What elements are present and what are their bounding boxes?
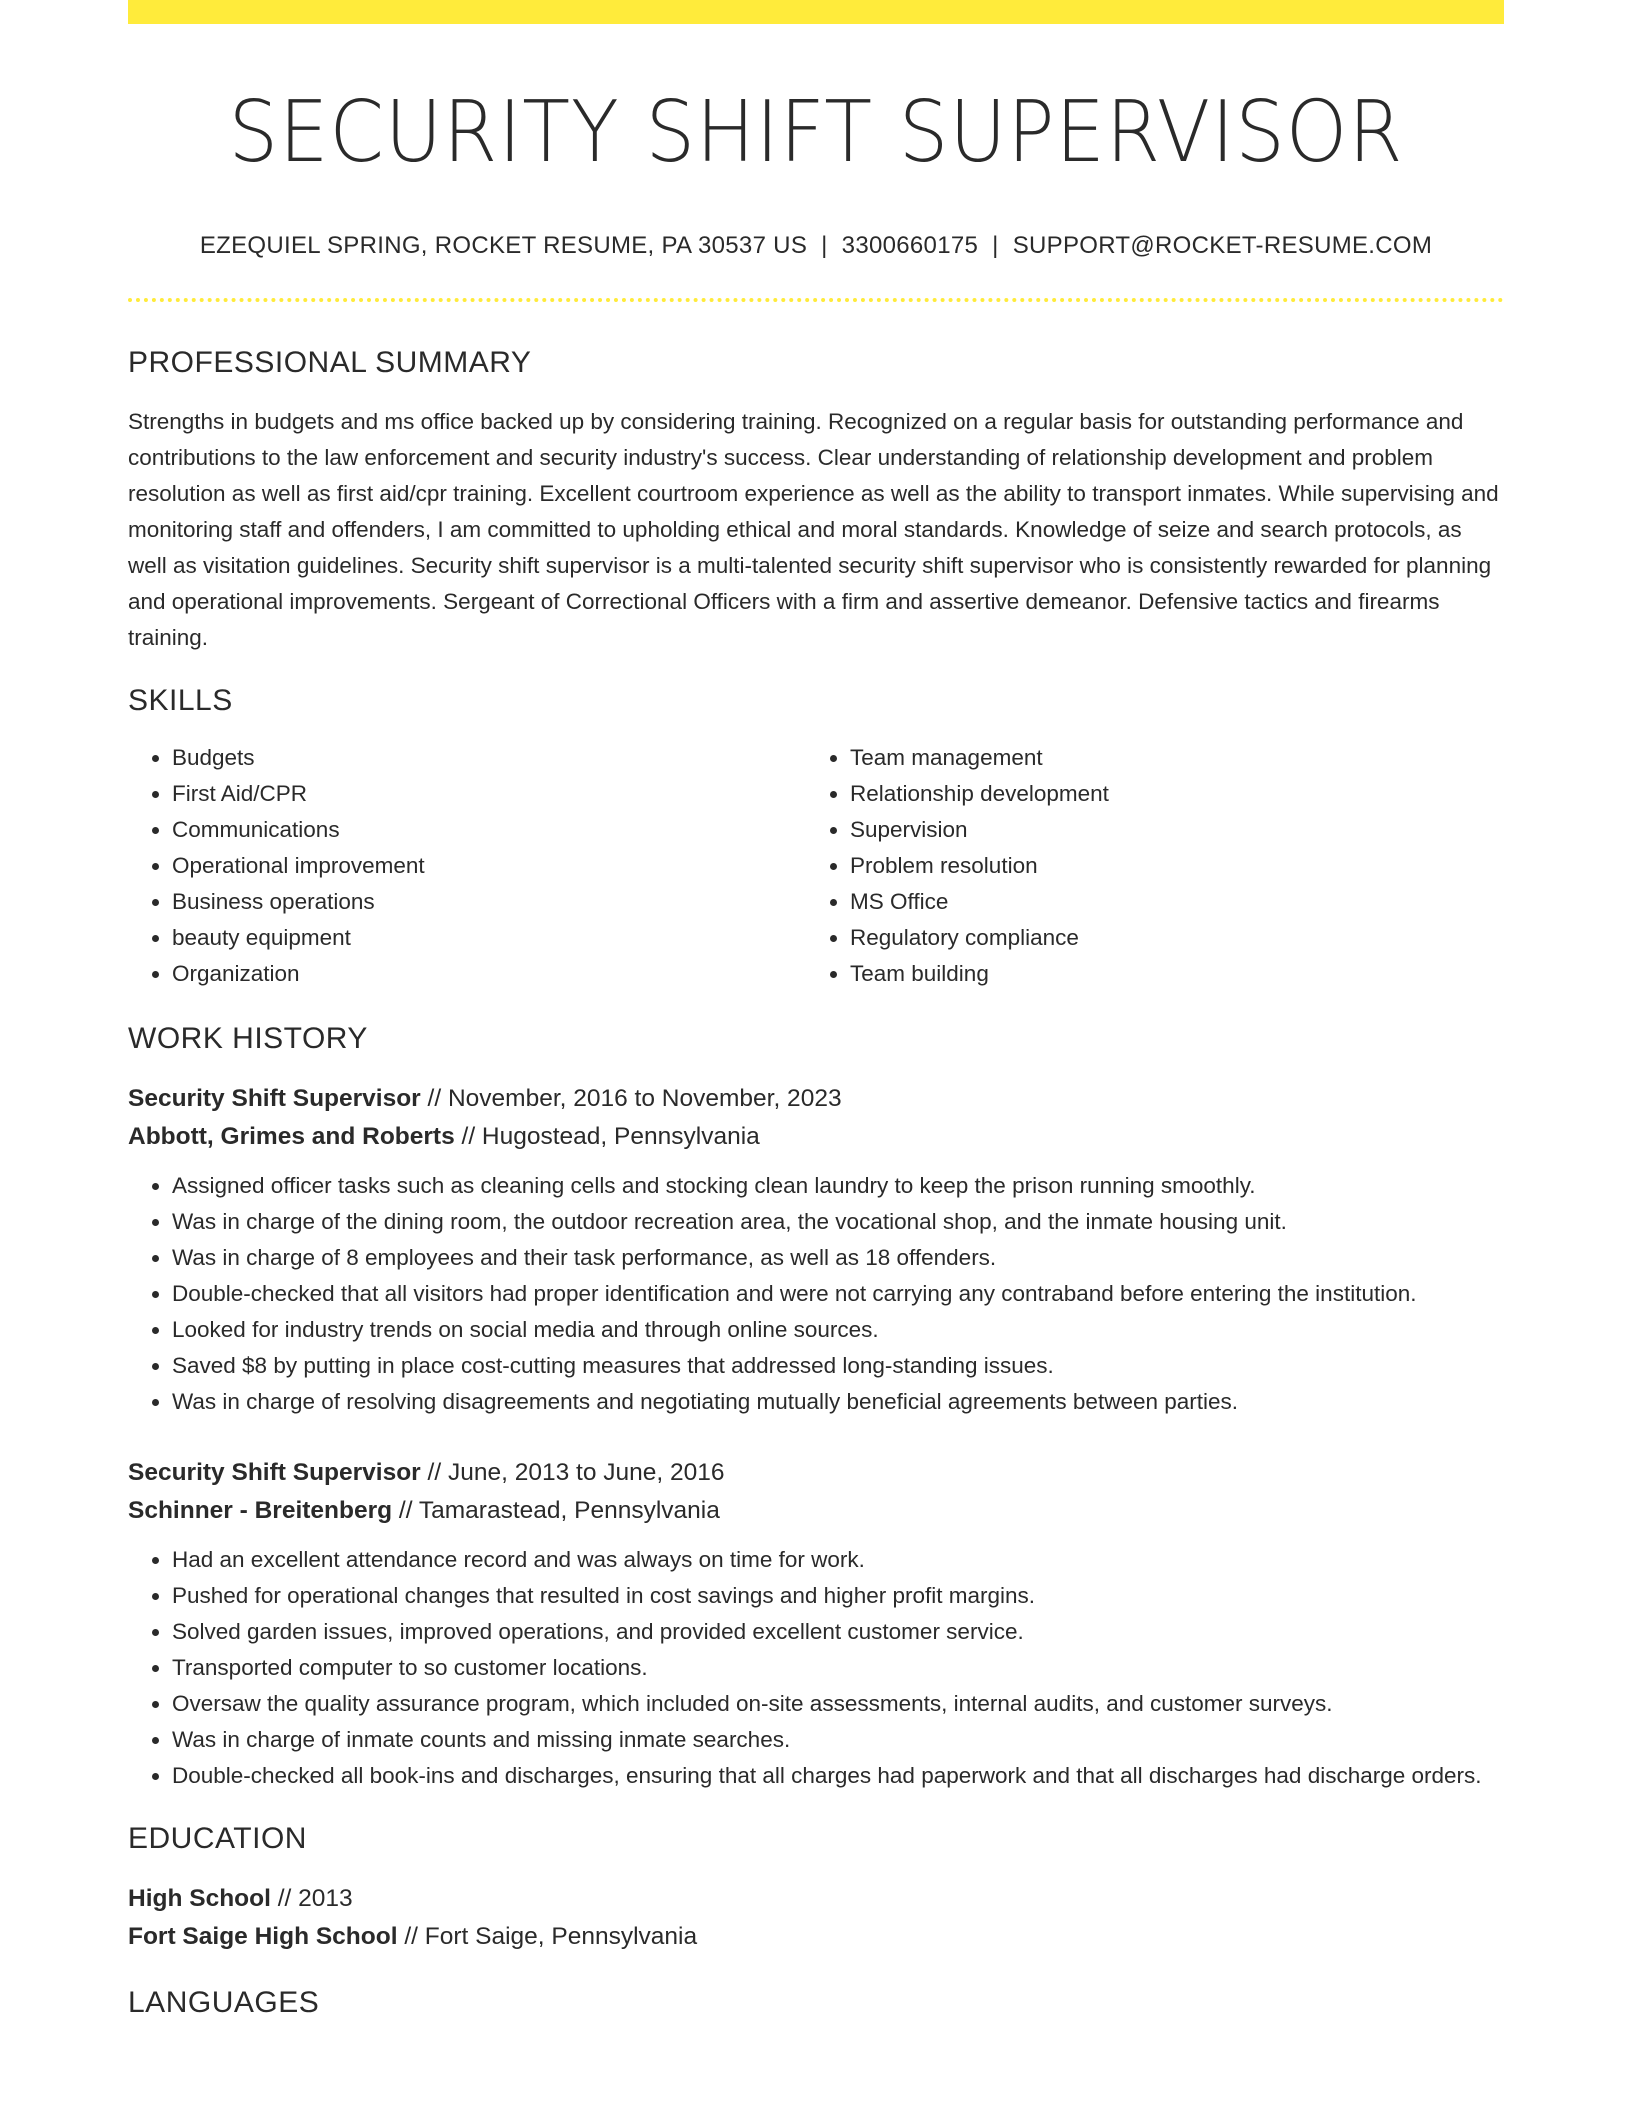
skill-item: • First Aid/CPR xyxy=(172,776,806,812)
skill-item: • Problem resolution xyxy=(850,848,1484,884)
education-heading: EDUCATION xyxy=(128,1821,307,1855)
job-company: Abbott, Grimes and Roberts xyxy=(128,1122,455,1150)
skills-list xyxy=(128,740,1504,992)
skill-item: • MS Office xyxy=(850,884,1484,920)
job-bullet: • Oversaw the quality assurance program, which included on-site assessments, internal audits, and customer surveys. xyxy=(172,1686,1504,1722)
resume-page xyxy=(128,0,1504,2020)
resume-title: SECURITY SHIFT SUPERVISOR xyxy=(228,83,1404,182)
work-history-heading: WORK HISTORY xyxy=(128,1021,368,1055)
job-bullet: • Transported computer to so customer locations. xyxy=(172,1650,1504,1686)
contact-separator: | xyxy=(992,231,999,259)
job-company-line xyxy=(128,1492,1504,1530)
skills-column-left xyxy=(128,740,806,992)
job-bullet: • Assigned officer tasks such as cleaning cells and stocking clean laundry to keep the prison running smoothly. xyxy=(172,1168,1504,1204)
contact-email: SUPPORT@ROCKET-RESUME.COM xyxy=(1012,231,1433,259)
job-bullet: • Looked for industry trends on social media and through online sources. xyxy=(172,1312,1504,1348)
education-degree: High School xyxy=(128,1884,271,1912)
job-location: // Hugostead, Pennsylvania xyxy=(454,1122,760,1150)
job-dates: // November, 2016 to November, 2023 xyxy=(420,1084,842,1112)
job-bullet: • Pushed for operational changes that resulted in cost savings and higher profit margins. xyxy=(172,1578,1504,1614)
accent-top-bar xyxy=(128,0,1504,24)
job-title-line xyxy=(128,1080,1504,1118)
job-bullet: • Saved $8 by putting in place cost-cutting measures that addressed long-standing issues. xyxy=(172,1348,1504,1384)
contact-line xyxy=(128,232,1504,260)
education-location: // Fort Saige, Pennsylvania xyxy=(397,1922,698,1950)
contact-address: EZEQUIEL SPRING, ROCKET RESUME, PA 30537 US xyxy=(199,231,808,259)
skill-item: • Operational improvement xyxy=(172,848,806,884)
job-location: // Tamarastead, Pennsylvania xyxy=(392,1496,720,1524)
summary-text: Strengths in budgets and ms office backed up by considering training. Recognized on a regular basis for outstanding performance and contributions to the law enforcement and security industry's success. Clear understanding of relationship development and problem resolution as well as first aid/cpr training. Excellent courtroom experience as well as the ability to transport inmates. While supervising and monitoring staff and offenders, I am committed to upholding ethical and moral standards. Knowledge of seize and search protocols, as well as visitation guidelines. Security shift supervisor is a multi-talented security shift supervisor who is consistently rewarded for planning and operational improvements. Sergeant of Correctional Officers with a firm and assertive demeanor. Defensive tactics and firearms training. xyxy=(128,408,1499,650)
education-school: Fort Saige High School xyxy=(128,1922,398,1950)
education-year: // 2013 xyxy=(270,1884,353,1912)
skills-heading: SKILLS xyxy=(128,683,233,717)
languages-heading: LANGUAGES xyxy=(128,1985,320,2019)
summary-heading: PROFESSIONAL SUMMARY xyxy=(128,345,532,379)
job-bullet: • Solved garden issues, improved operations, and provided excellent customer service. xyxy=(172,1614,1504,1650)
skills-column-right xyxy=(806,740,1484,992)
job-bullet: • Was in charge of resolving disagreements and negotiating mutually beneficial agreements between parties. xyxy=(172,1384,1504,1420)
contact-phone: 3300660175 xyxy=(841,231,979,259)
job-bullet: • Was in charge of the dining room, the outdoor recreation area, the vocational shop, and the inmate housing unit. xyxy=(172,1204,1504,1240)
job-bullet: • Was in charge of inmate counts and missing inmate searches. xyxy=(172,1722,1504,1758)
skill-item: • Relationship development xyxy=(850,776,1484,812)
job-entry xyxy=(128,1080,1504,1420)
contact-separator: | xyxy=(821,231,828,259)
job-company: Schinner - Breitenberg xyxy=(128,1496,393,1524)
education-school-line xyxy=(128,1918,1504,1956)
dotted-divider xyxy=(128,298,1504,302)
job-title: Security Shift Supervisor xyxy=(128,1084,421,1112)
skill-item: • Communications xyxy=(172,812,806,848)
job-bullet: • Double-checked that all visitors had proper identification and were not carrying any contraband before entering the institution. xyxy=(172,1276,1504,1312)
job-bullet: • Was in charge of 8 employees and their task performance, as well as 18 offenders. xyxy=(172,1240,1504,1276)
education-degree-line xyxy=(128,1880,1504,1918)
job-bullet: • Had an excellent attendance record and was always on time for work. xyxy=(172,1542,1504,1578)
skill-item: • Business operations xyxy=(172,884,806,920)
skill-item: • Team management xyxy=(850,740,1484,776)
job-bullet: • Double-checked all book-ins and discharges, ensuring that all charges had paperwork and that all discharges had discharge orders. xyxy=(172,1758,1504,1794)
job-bullets xyxy=(128,1168,1504,1420)
job-entry xyxy=(128,1454,1504,1794)
job-bullets xyxy=(128,1542,1504,1794)
education-entry xyxy=(128,1880,1504,1956)
job-dates: // June, 2013 to June, 2016 xyxy=(420,1458,725,1486)
skill-item: • Team building xyxy=(850,956,1484,992)
job-company-line xyxy=(128,1118,1504,1156)
skill-item: • Organization xyxy=(172,956,806,992)
job-title-line xyxy=(128,1454,1504,1492)
skill-item: • Budgets xyxy=(172,740,806,776)
skill-item: • beauty equipment xyxy=(172,920,806,956)
job-title: Security Shift Supervisor xyxy=(128,1458,421,1486)
skill-item: • Supervision xyxy=(850,812,1484,848)
skill-item: • Regulatory compliance xyxy=(850,920,1484,956)
